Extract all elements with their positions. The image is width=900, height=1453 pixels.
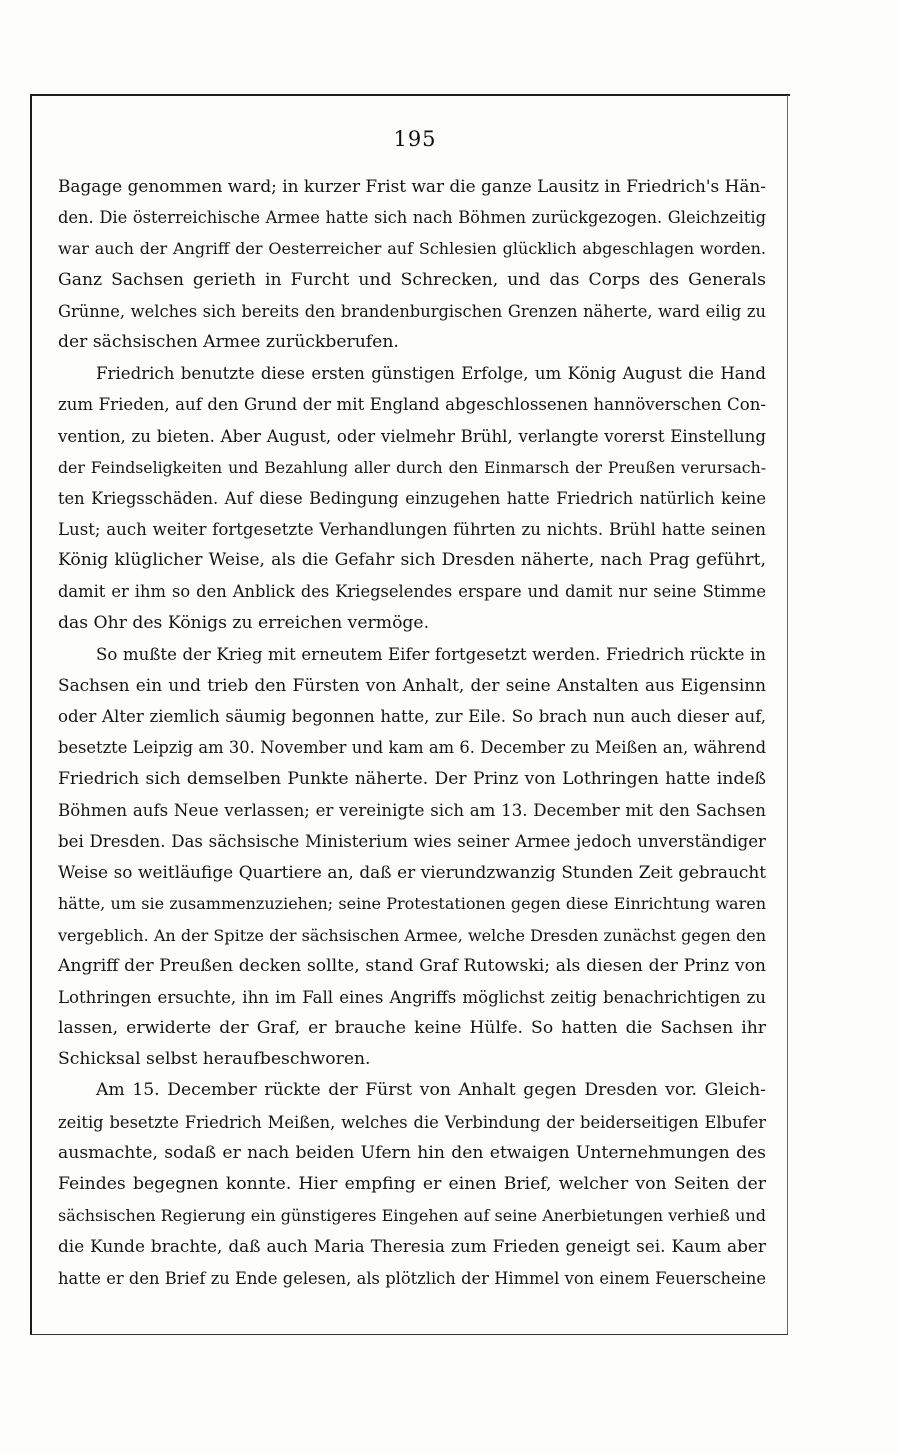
text-line: hatte er den Brief zu Ende gelesen, als plötzlich der Himmel von einem Feuerscheine (58, 1268, 766, 1288)
frame-border-right (787, 95, 788, 1335)
text-line: Grünne, welches sich bereits den brandenburgischen Grenzen näherte, ward eilig zu (58, 301, 766, 321)
text-line: sächsischen Regierung ein günstigeres Eingehen auf seine Anerbietungen verhieß und (58, 1206, 766, 1226)
text-line: Am 15. December rückte der Fürst von Anhalt gegen Dresden vor. Gleich- (96, 1080, 766, 1101)
text-line: Schicksal selbst heraufbeschworen. (58, 1049, 371, 1070)
text-line: war auch der Angriff der Oesterreicher auf Schlesien glücklich abgeschlagen worden. (58, 239, 766, 259)
text-line: Weise so weitläufige Quartiere an, daß er vierundzwanzig Stunden Zeit gebraucht (58, 862, 766, 883)
text-line: besetzte Leipzig am 30. November und kam am 6. December zu Meißen an, während (58, 738, 766, 758)
page-number: 195 (393, 127, 437, 151)
text-line: damit er ihm so den Anblick des Kriegselendes erspare und damit nur seine Stimme (58, 582, 766, 602)
text-line: Bagage genommen ward; in kurzer Frist war die ganze Lausitz in Friedrich's Hän- (58, 176, 766, 196)
text-line: ten Kriegsschäden. Auf diese Bedingung einzugehen hatte Friedrich natürlich keine (58, 488, 766, 508)
body-text (58, 171, 766, 1294)
text-line: bei Dresden. Das sächsische Ministerium wies seiner Armee jedoch unverständiger (58, 831, 766, 851)
text-line: vergeblich. An der Spitze der sächsischen Armee, welche Dresden zunächst gegen den (58, 925, 766, 945)
text-line: lassen, erwiderte der Graf, er brauche keine Hülfe. So hatten die Sachsen ihr (58, 1018, 766, 1039)
text-line: Lust; auch weiter fortgesetzte Verhandlungen führten zu nichts. Brühl hatte seinen (58, 520, 766, 540)
text-line: So mußte der Krieg mit erneutem Eifer fortgesetzt werden. Friedrich rückte in (96, 644, 766, 664)
text-line: Angriff der Preußen decken sollte, stand Graf Rutowski; als diesen der Prinz von (58, 955, 766, 976)
text-line: König klüglicher Weise, als die Gefahr sich Dresden näherte, nach Prag geführt, (58, 550, 766, 571)
text-line: ausmachte, sodaß er nach beiden Ufern hin den etwaigen Unternehmungen des (58, 1142, 766, 1163)
text-line: der sächsischen Armee zurückberufen. (58, 331, 399, 352)
text-line: Sachsen ein und trieb den Fürsten von Anhalt, der seine Anstalten aus Eigensinn (58, 675, 766, 695)
text-line: oder Alter ziemlich säumig begonnen hatte, zur Eile. So brach nun auch dieser auf, (58, 707, 766, 727)
text-line: der Feindseligkeiten und Bezahlung aller durch den Einmarsch der Preußen verursach- (58, 457, 766, 477)
text-line: Friedrich benutzte diese ersten günstigen Erfolge, um König August die Hand (96, 364, 766, 384)
frame-border-left (30, 95, 32, 1335)
text-line: zum Frieden, auf den Grund der mit England abgeschlossenen hannöverschen Con- (58, 395, 766, 415)
text-line: das Ohr des Königs zu erreichen vermöge. (58, 612, 430, 633)
text-line: den. Die österreichische Armee hatte sich nach Böhmen zurückgezogen. Gleichzeitig (58, 208, 766, 228)
text-line: zeitig besetzte Friedrich Meißen, welches die Verbindung der beiderseitigen Elbufer (58, 1112, 766, 1132)
text-line: hätte, um sie zusammenzuziehen; seine Protestationen gegen diese Einrichtung waren (58, 894, 766, 914)
text-line: Feindes begegnen konnte. Hier empfing er einen Brief, welcher von Seiten der (58, 1174, 766, 1194)
text-line: Friedrich sich demselben Punkte näherte. Der Prinz von Lothringen hatte indeß (58, 768, 766, 789)
frame-border-top (30, 94, 790, 96)
text-line: Böhmen aufs Neue verlassen; er vereinigte sich am 13. December mit den Sachsen (58, 800, 766, 820)
frame-border-bottom (30, 1334, 788, 1335)
text-line: vention, zu bieten. Aber August, oder vielmehr Brühl, verlangte vorerst Einstellung (58, 426, 766, 446)
text-line: Lothringen ersuchte, ihn im Fall eines Angriffs möglichst zeitig benachrichtigen zu (58, 987, 766, 1007)
text-line: die Kunde brachte, daß auch Maria Theresia zum Frieden geneigt sei. Kaum aber (58, 1236, 766, 1257)
text-line: Ganz Sachsen gerieth in Furcht und Schrecken, und das Corps des Generals (58, 269, 766, 290)
